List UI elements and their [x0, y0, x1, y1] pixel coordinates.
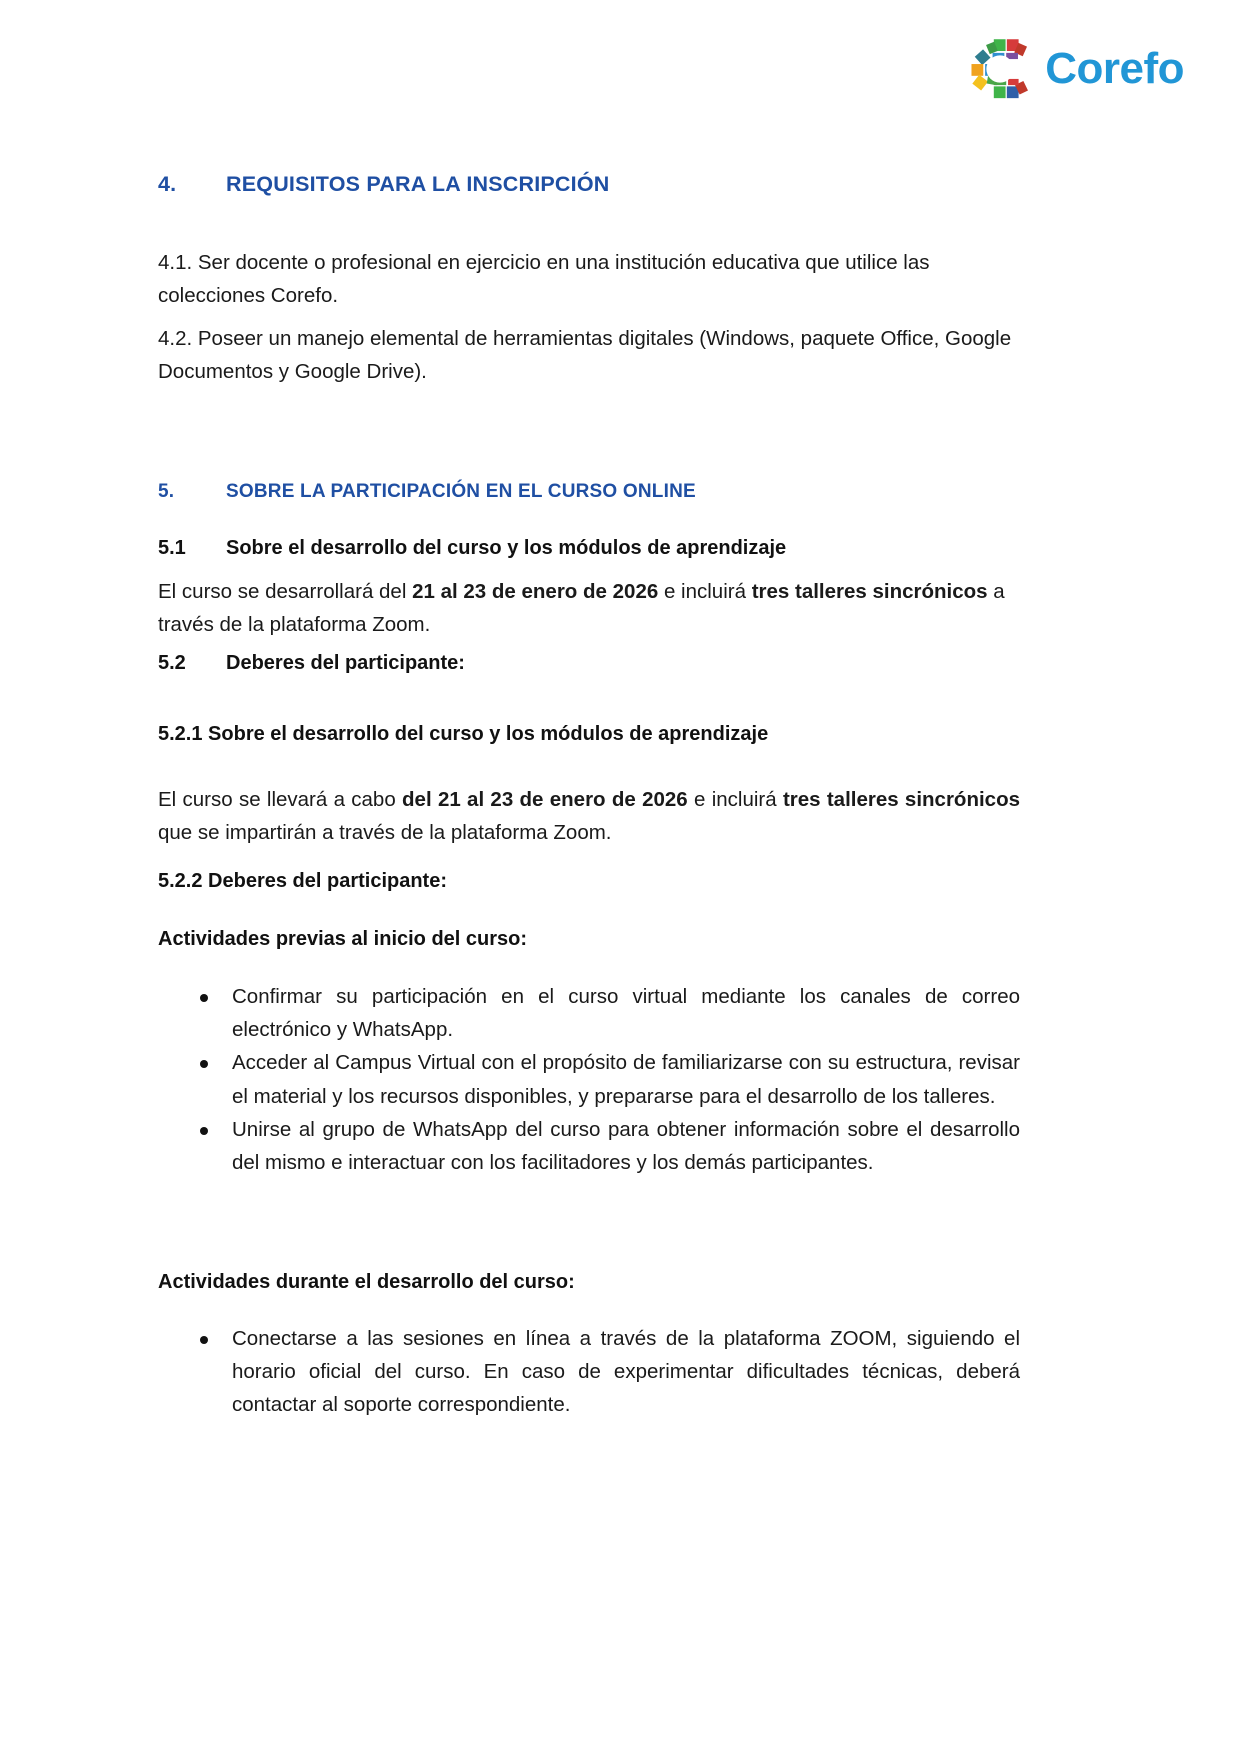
subheading-5-1: [158, 537, 1020, 560]
heading-actividades-previas: Actividades previas al inicio del curso:: [158, 928, 528, 950]
heading-4-title: REQUISITOS PARA LA INSCRIPCIÓN: [226, 172, 610, 196]
p51-dates: 21 al 23 de enero de 2026: [412, 580, 659, 603]
list-item: Acceder al Campus Virtual con el propósito de familiarizarse con su estructura, revisar el material y los recursos disponibles, y prepararse para el desarrollo de los talleres.: [158, 1046, 1020, 1112]
subheading-5-2-title: Deberes del participante:: [226, 652, 465, 674]
p521-mid: e incluirá: [687, 788, 783, 811]
heading-5-title: SOBRE LA PARTICIPACIÓN EN EL CURSO ONLINE: [226, 481, 696, 502]
p521-dates: del 21 al 23 de enero de 2026: [402, 788, 688, 811]
subheading-5-1-number: 5.1: [158, 537, 186, 559]
heading-section-5: [158, 481, 1020, 503]
paragraph-5-2-1: [158, 783, 1020, 849]
p51-post: a través de la plataforma Zoom.: [158, 580, 1005, 637]
p521-pre: El curso se llevará a cabo: [158, 788, 403, 811]
item-4-2: 4.2. Poseer un manejo elemental de herramientas digitales (Windows, paquete Office, Google Documentos y Google Drive).: [158, 327, 1012, 384]
heading-section-4: [158, 172, 1020, 197]
heading-4-number: 4.: [158, 172, 177, 196]
subheading-5-2-2: 5.2.2 Deberes del participante:: [158, 870, 448, 892]
subheading-5-2: [158, 652, 1020, 675]
brand-wordmark: Corefo: [1045, 44, 1184, 93]
heading-actividades-durante: Actividades durante el desarrollo del curso:: [158, 1271, 575, 1293]
paragraph-5-1: [158, 575, 1020, 641]
p521-post: que se impartirán a través de la plataforma Zoom.: [158, 821, 612, 845]
list-item: Unirse al grupo de WhatsApp del curso para obtener información sobre el desarrollo del mismo e interactuar con los facilitadores y los demás participantes.: [158, 1113, 1020, 1179]
p51-talleres: tres talleres sincrónicos: [751, 580, 988, 603]
list-item: Conectarse a las sesiones en línea a través de la plataforma ZOOM, siguiendo el horario oficial del curso. En caso de experimentar dificultades técnicas, deberá contactar al soporte correspondiente.: [158, 1322, 1020, 1422]
p51-pre: El curso se desarrollará del: [158, 580, 413, 603]
item-4-1: 4.1. Ser docente o profesional en ejercicio en una institución educativa que utilice las colecciones Corefo.: [158, 251, 930, 308]
subheading-5-2-1: 5.2.1 Sobre el desarrollo del curso y los módulos de aprendizaje: [158, 723, 769, 745]
heading-5-number: 5.: [158, 481, 175, 502]
corefo-c-logo-icon: [969, 38, 1031, 100]
subheading-5-2-number: 5.2: [158, 652, 186, 674]
p521-talleres: tres talleres sincrónicos: [782, 788, 1020, 811]
list-item: Confirmar su participación en el curso virtual mediante los canales de correo electrónico y WhatsApp.: [158, 980, 1020, 1046]
list-actividades-previas: [158, 980, 1020, 1179]
p51-mid: e incluirá: [658, 580, 752, 603]
subheading-5-1-title: Sobre el desarrollo del curso y los módulos de aprendizaje: [226, 537, 787, 559]
brand-header: [969, 38, 1184, 100]
list-actividades-durante: [158, 1322, 1020, 1422]
